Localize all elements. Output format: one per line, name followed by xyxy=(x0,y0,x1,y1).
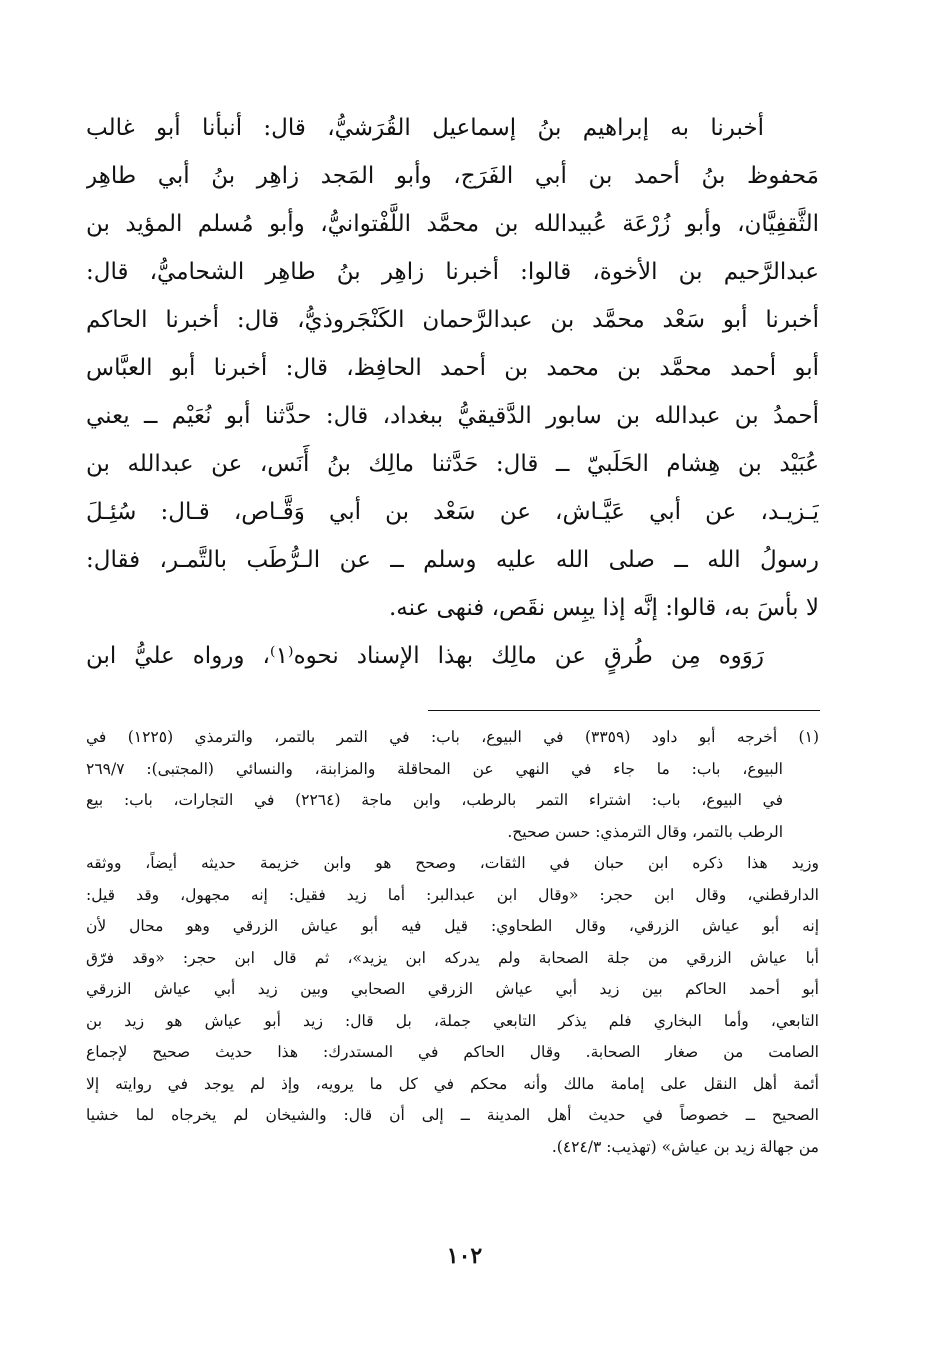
main-text-line: مَحفوظ بنُ أحمد بن أبي الفَرَج، وأبو المَجد زاهِر بنُ أبي طاهِر xyxy=(86,163,819,189)
main-text-line: أخبرنا أبو سَعْد محمَّد بن عبدالرَّحمان الكَنْجَروذيُّ، قال: أخبرنا الحاكم xyxy=(86,307,819,333)
main-text-line: رسولُ الله ــ صلى الله عليه وسلم ــ عن الـرُّطَب بالتَّمـر، فقال: xyxy=(86,547,819,573)
footnote-line: الدارقطني، وقال ابن حجر: «وقال ابن عبدالبر: أما زيد فقيل: إنه مجهول، وقد قيل: xyxy=(86,885,819,904)
footnote-line: في البيوع، باب: اشتراء التمر بالرطب، وابن ماجة (٢٢٦٤) في التجارات، باب: بيع xyxy=(86,791,783,809)
main-text-line: أبو أحمد محمَّد بن محمد بن أحمد الحافِظ، قال: أخبرنا أبو العبَّاس xyxy=(86,355,819,381)
footnote-line: وزيد هذا ذكره ابن حبان في الثقات، وصحح هو وابن خزيمة حديثه أيضاً، ووثقه xyxy=(86,854,819,872)
footnote-line: البيوع، باب: ما جاء في النهي عن المحاقلة والمزابنة، والنسائي (المجتبى): ٢٦٩/٧ xyxy=(86,759,783,778)
main-text-line: عُبَيْد بن هِشام الحَلَبيّ ــ قال: حَدَّثنا مالِك بنُ أَنَس، عن عبدالله بن xyxy=(86,451,819,477)
footnote-line: أبو أحمد الحاكم بين زيد أبي عياش الزرقي الصحابي وبين زيد أبي عياش الزرقي xyxy=(86,980,819,998)
footnote-line: الصامت من صغار الصحابة. وقال الحاكم في المستدرك: هذا حديث صحيح لإجماع xyxy=(86,1043,819,1061)
footnote-line: (١) أخرجه أبو داود (٣٣٥٩) في البيوع، باب: في التمر بالتمر، والترمذي (١٢٢٥) في xyxy=(86,728,819,746)
footnotes-block xyxy=(86,722,819,1163)
page-number: ١٠٢ xyxy=(446,1243,483,1269)
footnote-line: أبا عياش الزرقي من جلة الصحابة ولم يدركه ابن يزيد»، ثم قال ابن حجر: «وقد فرّق xyxy=(86,948,819,967)
main-text-line: أحمدُ بن عبدالله بن سابور الدَّقيقيُّ ببغداد، قال: حدَّثنا أبو نُعَيْم ــ يعني xyxy=(86,403,819,429)
main-text-line: الثَّقفِيَّان، وأبو زُرْعَة عُبيدالله بن محمَّد اللَّفْتوانيُّ، وأبو مُسلم المؤيد بن xyxy=(86,211,819,237)
main-text-line: يَـزيـد، عن أبي عَيَّـاش، عن سَعْد بن أبي وَقَّـاص، قـال: سُئِـلَ xyxy=(86,499,819,525)
footnote-line: أئمة أهل النقل على إمامة مالك وأنه محكم في كل ما يرويه، وإذ لم يوجد في روايته إلا xyxy=(86,1074,819,1093)
main-text-block xyxy=(86,104,819,680)
footnote-line: إنه أبو عياش الزرقي، وقال الطحاوي: قيل فيه أبو عياش الزرقي وهو محال لأن xyxy=(86,917,819,935)
footnote-line: الصحيح ــ خصوصاً في حديث أهل المدينة ــ إلى أن قال: والشيخان لم يخرجاه لما خشيا xyxy=(86,1106,819,1124)
main-text-line: رَوَوه مِن طُرقٍ عن مالِك بهذا الإسناد نحوه⁽١⁾، ورواه عليُّ ابن xyxy=(86,643,764,669)
main-text-line: عبدالرَّحيم بن الأخوة، قالوا: أخبرنا زاهِر بنُ طاهِر الشحاميُّ، قال: xyxy=(86,259,819,285)
footnote-line: الرطب بالتمر، وقال الترمذي: حسن صحيح. xyxy=(507,822,783,841)
main-text-line: أخبرنا به إبراهيم بنُ إسماعيل القُرَشيُّ، قال: أنبأنا أبو غالب xyxy=(86,115,764,141)
footnote-line: من جهالة زيد بن عياش» (تهذيب: ٤٢٤/٣). xyxy=(551,1137,819,1156)
footnote-line: التابعي، وأما البخاري فلم يذكر التابعي جملة، بل قال: زيد أبو عياش هو زيد بن xyxy=(86,1011,819,1030)
footnote-divider xyxy=(428,710,820,711)
main-text-line: لا بأسَ به، قالوا: إنَّه إذا يبِس نقَص، فنهى عنه. xyxy=(388,595,819,621)
